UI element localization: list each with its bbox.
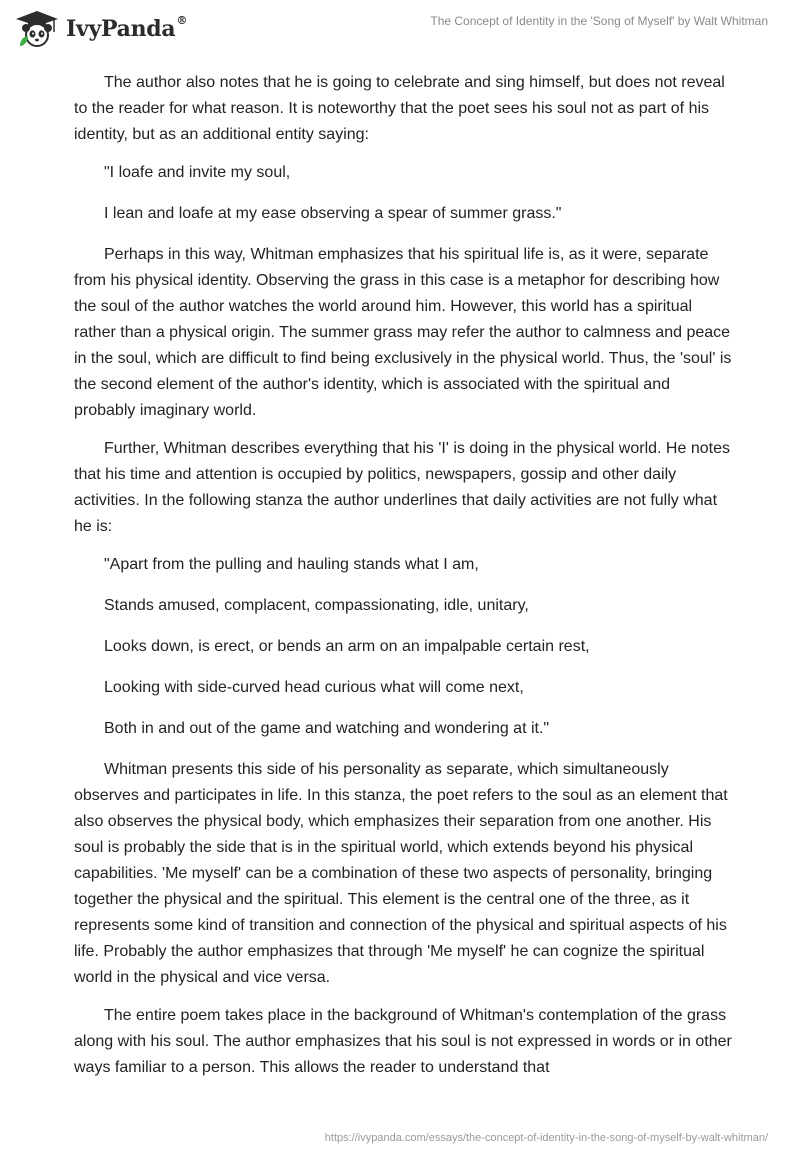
ivypanda-logo[interactable]	[14, 10, 187, 48]
quote-line: Looking with side-curved head curious what will come next,	[104, 679, 524, 696]
paragraph: Whitman presents this side of his personality as separate, which simultaneously observes and participates in life. In this stanza, the poet refers to the soul as an element that also observes the physical body, which emphasizes their separation from one another. His soul is probably the side that is in the spiritual world, which extends beyond his physical capabilities. 'Me myself' can be a combination of these two aspects of personality, bringing together the physical and the spiritual. This element is the central one of the three, as it represents some kind of transition and connection of the physical and spiritual aspects of his life. Probably the author emphasizes that through 'Me myself' he can cognize the spiritual world in the physical and vice versa.	[74, 761, 728, 986]
paragraph: Perhaps in this way, Whitman emphasizes that his spiritual life is, as it were, separate from his physical identity. Observing the grass in this case is a metaphor for describing how the soul of the author watches the world around him. However, this world has a spiritual rather than a physical origin. The summer grass may refer the author to calmness and peace in the soul, which are difficult to find being exclusively in the physical world. Thus, the 'soul' is the second element of the author's identity, which is associated with the spiritual and probably imaginary world.	[74, 246, 732, 419]
paragraph: Further, Whitman describes everything that his 'I' is doing in the physical world. He notes that his time and attention is occupied by politics, newspapers, gossip and other daily activities. In the following stanza the author underlines that daily activities are not fully what he is:	[74, 440, 730, 535]
quote-line: I lean and loafe at my ease observing a spear of summer grass."	[104, 205, 562, 222]
quote-line: Both in and out of the game and watching and wondering at it."	[104, 720, 550, 737]
paragraph: The author also notes that he is going to celebrate and sing himself, but does not reveal to the reader for what reason. It is noteworthy that the poet sees his soul not as part of his identity, but as an additional entity saying:	[74, 74, 725, 143]
essay-body	[74, 70, 734, 1093]
panda-graduate-icon	[14, 10, 60, 48]
document-title: The Concept of Identity in the 'Song of Myself' by Walt Whitman	[430, 14, 768, 28]
paragraph: The entire poem takes place in the background of Whitman's contemplation of the grass along with his soul. The author emphasizes that his soul is not expressed in words or in other ways familiar to a person. This allows the reader to understand that	[74, 1007, 732, 1076]
registered-mark: ®	[176, 14, 188, 27]
quote-line: Looks down, is erect, or bends an arm on an impalpable certain rest,	[104, 638, 590, 655]
quote-line: "I loafe and invite my soul,	[104, 164, 291, 181]
quote-line: Stands amused, complacent, compassionating, idle, unitary,	[104, 597, 529, 614]
source-url[interactable]: https://ivypanda.com/essays/the-concept-of-identity-in-the-song-of-myself-by-walt-whitman/	[324, 1132, 768, 1144]
page-header	[0, 0, 800, 60]
brand-name: IvyPanda®	[66, 14, 188, 42]
quote-line: "Apart from the pulling and hauling stands what I am,	[104, 556, 479, 573]
